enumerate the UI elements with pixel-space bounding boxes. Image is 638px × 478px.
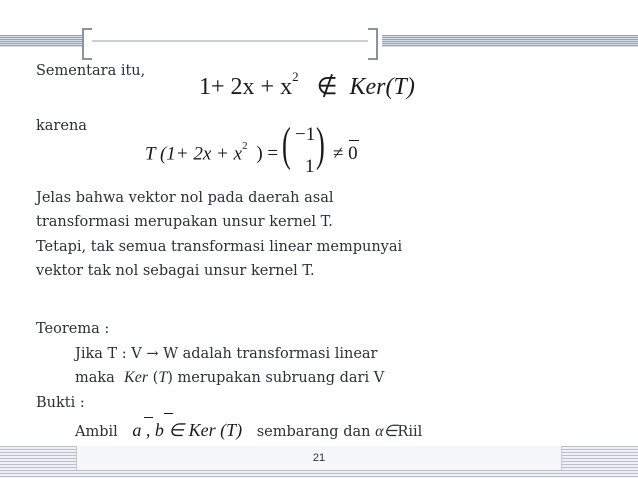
proof-ambil: Ambil [75, 424, 118, 440]
text-paragraph-line4: vektor tak nol sebagai unsur kernel T. [36, 263, 315, 279]
zero-vector-bar [349, 140, 359, 141]
eq1-relation: ∉ [316, 74, 338, 100]
theorem-heading: Teorema : [36, 321, 110, 337]
header-bracket-left [82, 28, 92, 60]
eq1-rhs: Ker(T) [349, 74, 415, 100]
matrix-top-entry: −1 [295, 124, 316, 145]
header-divider [92, 40, 368, 42]
eq1-exponent: 2 [292, 69, 299, 84]
text-paragraph-line1: Jelas bahwa vektor nol pada daerah asal [36, 190, 334, 206]
proof-line [75, 421, 422, 441]
proof-riil: Riil [397, 424, 423, 440]
eq2-exponent: 2 [242, 140, 248, 152]
theorem-rest: ) merupakan subruang dari V [167, 370, 385, 386]
page-number: 21 [312, 452, 326, 464]
theorem-maka: maka [75, 370, 115, 386]
header-stripe-right [382, 35, 638, 47]
theorem-ker: Ker [124, 369, 149, 386]
header-stripe-left [0, 35, 82, 47]
matrix-left-paren: ( [282, 118, 291, 171]
equation-transform [145, 140, 279, 165]
eq2-relation: ≠ 0 [333, 143, 358, 164]
theorem-line2 [75, 369, 384, 387]
proof-alpha: α∈ [375, 423, 398, 440]
proof-vars: a , b ∈ Ker (T) [132, 420, 243, 440]
theorem-T: T [158, 369, 168, 386]
vector-a-bar [144, 417, 153, 418]
text-karena: karena [36, 118, 87, 134]
matrix-right-paren: ) [316, 118, 325, 171]
theorem-paren: ( [152, 370, 159, 386]
vector-b-bar [164, 413, 173, 414]
eq2-lhs: T (1+ 2x + x [145, 143, 243, 165]
theorem-line1: Jika T : V → W adalah transformasi linear [75, 346, 378, 362]
header-bracket-right [368, 28, 378, 60]
text-sementara: Sementara itu, [36, 63, 146, 79]
matrix-bottom-entry: 1 [305, 156, 315, 177]
eq2-equals: ) = [256, 143, 279, 165]
text-paragraph-line3: Tetapi, tak semua transformasi linear mempunyai [36, 239, 403, 255]
proof-heading: Bukti : [36, 395, 85, 411]
equation-not-in-kernel [199, 69, 415, 101]
eq1-lhs: 1+ 2x + x [199, 74, 293, 100]
proof-sembarang: sembarang dan [256, 424, 371, 440]
text-paragraph-line2: transformasi merupakan unsur kernel T. [36, 214, 333, 230]
